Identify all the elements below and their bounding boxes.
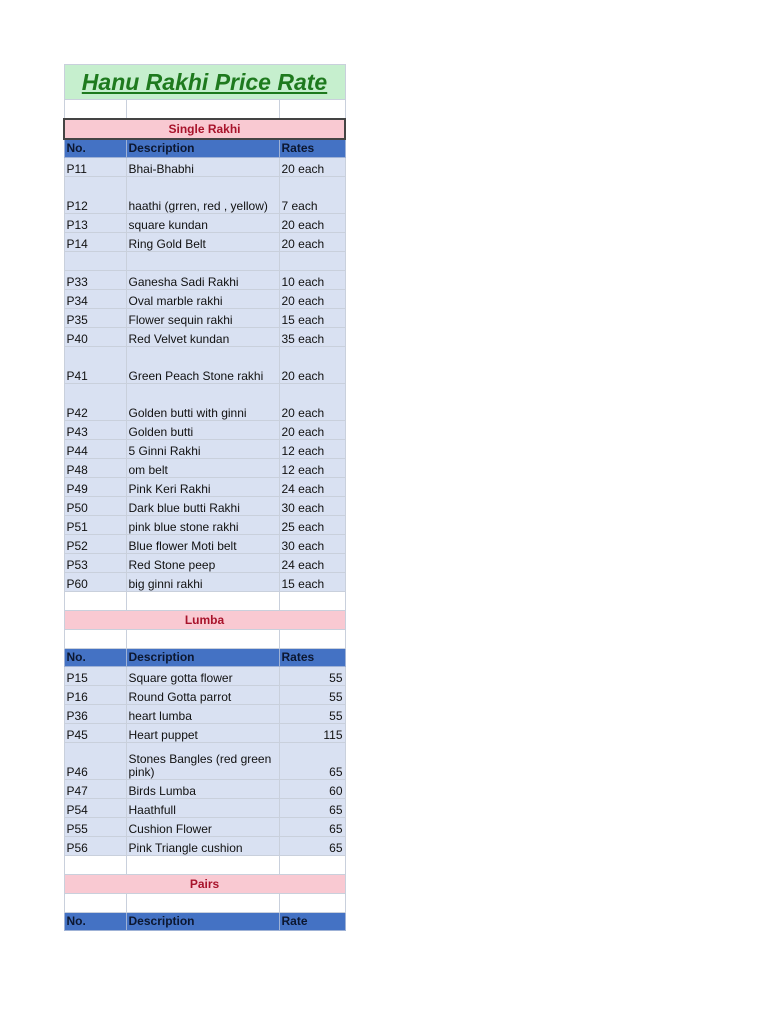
empty-cell[interactable]: [64, 856, 126, 875]
table-row: [64, 158, 345, 177]
item-description-cell[interactable]: Bhai-Bhabhi: [126, 158, 279, 177]
sheet-title[interactable]: Hanu Rakhi Price Rate: [64, 65, 345, 100]
table-row: [64, 252, 345, 271]
item-number-cell[interactable]: P43: [64, 421, 126, 440]
table-row: [64, 516, 345, 535]
item-description-cell[interactable]: pink blue stone rakhi: [126, 516, 279, 535]
item-rate-cell[interactable]: 35 each: [279, 328, 345, 347]
single-rakhi-rows: [64, 158, 345, 592]
item-rate-cell[interactable]: 7 each: [279, 177, 345, 214]
empty-cell[interactable]: [126, 856, 279, 875]
item-rate-cell[interactable]: 20 each: [279, 347, 345, 384]
item-description-cell[interactable]: square kundan: [126, 214, 279, 233]
table-row: [64, 290, 345, 309]
item-description-cell[interactable]: Heart puppet: [126, 724, 279, 743]
item-number-cell[interactable]: P42: [64, 384, 126, 421]
item-rate-cell[interactable]: 65: [279, 818, 345, 837]
table-row: [64, 440, 345, 459]
item-description-cell[interactable]: Haathfull: [126, 799, 279, 818]
item-rate-cell[interactable]: 20 each: [279, 421, 345, 440]
item-rate-cell[interactable]: 12 each: [279, 440, 345, 459]
item-number-cell[interactable]: P56: [64, 837, 126, 856]
empty-cell[interactable]: [126, 100, 279, 120]
item-description-cell[interactable]: Red Velvet kundan: [126, 328, 279, 347]
item-description-cell[interactable]: haathi (grren, red , yellow): [126, 177, 279, 214]
item-description-cell[interactable]: Dark blue butti Rakhi: [126, 497, 279, 516]
item-description-cell[interactable]: Green Peach Stone rakhi: [126, 347, 279, 384]
column-header-description[interactable]: Description: [126, 649, 279, 667]
table-row: [64, 347, 345, 384]
item-description-cell[interactable]: Golden butti: [126, 421, 279, 440]
item-rate-cell[interactable]: 30 each: [279, 497, 345, 516]
item-number-cell[interactable]: P15: [64, 667, 126, 686]
item-rate-cell[interactable]: 60: [279, 780, 345, 799]
table-row: [64, 497, 345, 516]
item-description-cell[interactable]: Pink Keri Rakhi: [126, 478, 279, 497]
item-description-cell[interactable]: Flower sequin rakhi: [126, 309, 279, 328]
item-description-cell[interactable]: om belt: [126, 459, 279, 478]
item-number-cell[interactable]: P41: [64, 347, 126, 384]
item-rate-cell[interactable]: 65: [279, 799, 345, 818]
table-row: [64, 554, 345, 573]
item-number-cell[interactable]: P48: [64, 459, 126, 478]
item-number-cell[interactable]: P50: [64, 497, 126, 516]
empty-cell[interactable]: [64, 630, 126, 649]
empty-cell[interactable]: [279, 856, 345, 875]
column-header-no[interactable]: No.: [64, 913, 126, 931]
item-rate-cell[interactable]: 25 each: [279, 516, 345, 535]
item-number-cell[interactable]: P44: [64, 440, 126, 459]
section-title-pairs[interactable]: Pairs: [64, 875, 345, 894]
item-rate-cell[interactable]: 20 each: [279, 158, 345, 177]
item-number-cell[interactable]: P16: [64, 686, 126, 705]
item-rate-cell[interactable]: 30 each: [279, 535, 345, 554]
table-row: [64, 233, 345, 252]
item-description-cell[interactable]: Ring Gold Belt: [126, 233, 279, 252]
item-number-cell[interactable]: P47: [64, 780, 126, 799]
empty-cell[interactable]: [126, 592, 279, 611]
table-row: [64, 743, 345, 780]
item-number-cell[interactable]: P54: [64, 799, 126, 818]
item-rate-cell[interactable]: 20 each: [279, 214, 345, 233]
item-number-cell[interactable]: P51: [64, 516, 126, 535]
table-row: [64, 271, 345, 290]
item-description-cell[interactable]: Red Stone peep: [126, 554, 279, 573]
table-row: [64, 328, 345, 347]
empty-cell[interactable]: [279, 592, 345, 611]
item-rate-cell[interactable]: 10 each: [279, 271, 345, 290]
item-rate-cell[interactable]: 55: [279, 667, 345, 686]
empty-cell[interactable]: [64, 100, 126, 120]
table-row: [64, 384, 345, 421]
column-header-description[interactable]: Description: [126, 913, 279, 931]
item-description-cell[interactable]: Birds Lumba: [126, 780, 279, 799]
empty-cell[interactable]: [126, 894, 279, 913]
item-number-cell[interactable]: P12: [64, 177, 126, 214]
item-description-cell[interactable]: Blue flower Moti belt: [126, 535, 279, 554]
section-title-single-rakhi[interactable]: Single Rakhi: [64, 119, 345, 139]
item-number-cell[interactable]: P14: [64, 233, 126, 252]
item-description-cell[interactable]: Cushion Flower: [126, 818, 279, 837]
table-row: [64, 177, 345, 214]
item-description-cell[interactable]: heart lumba: [126, 705, 279, 724]
table-row: [64, 686, 345, 705]
item-number-cell[interactable]: P35: [64, 309, 126, 328]
table-row: [64, 818, 345, 837]
lumba-rows: [64, 667, 345, 856]
item-rate-cell[interactable]: 65: [279, 743, 345, 780]
table-row: [64, 724, 345, 743]
item-number-cell[interactable]: P11: [64, 158, 126, 177]
item-description-cell[interactable]: Ganesha Sadi Rakhi: [126, 271, 279, 290]
table-row: [64, 705, 345, 724]
table-row: [64, 459, 345, 478]
item-rate-cell[interactable]: 115: [279, 724, 345, 743]
item-number-cell[interactable]: P40: [64, 328, 126, 347]
table-row: [64, 309, 345, 328]
item-rate-cell[interactable]: 24 each: [279, 554, 345, 573]
empty-cell[interactable]: [126, 630, 279, 649]
table-row: [64, 667, 345, 686]
column-header-rates[interactable]: Rates: [279, 139, 345, 158]
price-sheet: [63, 64, 344, 931]
item-description-cell[interactable]: Golden butti with ginni: [126, 384, 279, 421]
item-number-cell[interactable]: P49: [64, 478, 126, 497]
item-rate-cell[interactable]: 65: [279, 837, 345, 856]
item-number-cell[interactable]: P60: [64, 573, 126, 592]
item-number-cell[interactable]: P55: [64, 818, 126, 837]
section-title-lumba[interactable]: Lumba: [64, 611, 345, 630]
item-number-cell[interactable]: P52: [64, 535, 126, 554]
column-header-rates[interactable]: Rates: [279, 649, 345, 667]
item-description-cell[interactable]: Square gotta flower: [126, 667, 279, 686]
price-table: [63, 64, 346, 931]
item-rate-cell[interactable]: 55: [279, 686, 345, 705]
table-row: [64, 573, 345, 592]
item-rate-cell[interactable]: 15 each: [279, 309, 345, 328]
table-row: [64, 780, 345, 799]
item-description-cell[interactable]: Oval marble rakhi: [126, 290, 279, 309]
table-row: [64, 535, 345, 554]
empty-cell[interactable]: [279, 100, 345, 120]
table-row: [64, 421, 345, 440]
item-description-cell[interactable]: [126, 252, 279, 271]
item-rate-cell[interactable]: 15 each: [279, 573, 345, 592]
item-number-cell[interactable]: P53: [64, 554, 126, 573]
item-number-cell[interactable]: P36: [64, 705, 126, 724]
item-rate-cell[interactable]: 55: [279, 705, 345, 724]
item-description-cell[interactable]: Round Gotta parrot: [126, 686, 279, 705]
table-row: [64, 478, 345, 497]
table-row: [64, 214, 345, 233]
item-description-cell[interactable]: big ginni rakhi: [126, 573, 279, 592]
item-rate-cell[interactable]: 12 each: [279, 459, 345, 478]
column-header-no[interactable]: No.: [64, 139, 126, 158]
column-header-rate[interactable]: Rate: [279, 913, 345, 931]
item-number-cell[interactable]: P13: [64, 214, 126, 233]
item-rate-cell[interactable]: 20 each: [279, 384, 345, 421]
item-rate-cell[interactable]: 20 each: [279, 290, 345, 309]
column-header-description[interactable]: Description: [126, 139, 279, 158]
item-number-cell[interactable]: P33: [64, 271, 126, 290]
item-description-cell[interactable]: 5 Ginni Rakhi: [126, 440, 279, 459]
item-rate-cell[interactable]: [279, 252, 345, 271]
item-rate-cell[interactable]: 20 each: [279, 233, 345, 252]
table-row: [64, 837, 345, 856]
item-description-cell[interactable]: Stones Bangles (red green pink): [126, 743, 279, 780]
table-row: [64, 799, 345, 818]
item-number-cell[interactable]: P45: [64, 724, 126, 743]
item-number-cell[interactable]: P34: [64, 290, 126, 309]
empty-cell[interactable]: [279, 630, 345, 649]
item-description-cell[interactable]: Pink Triangle cushion: [126, 837, 279, 856]
empty-cell[interactable]: [64, 894, 126, 913]
item-number-cell[interactable]: P46: [64, 743, 126, 780]
column-header-no[interactable]: No.: [64, 649, 126, 667]
empty-cell[interactable]: [64, 592, 126, 611]
item-number-cell[interactable]: [64, 252, 126, 271]
empty-cell[interactable]: [279, 894, 345, 913]
item-rate-cell[interactable]: 24 each: [279, 478, 345, 497]
